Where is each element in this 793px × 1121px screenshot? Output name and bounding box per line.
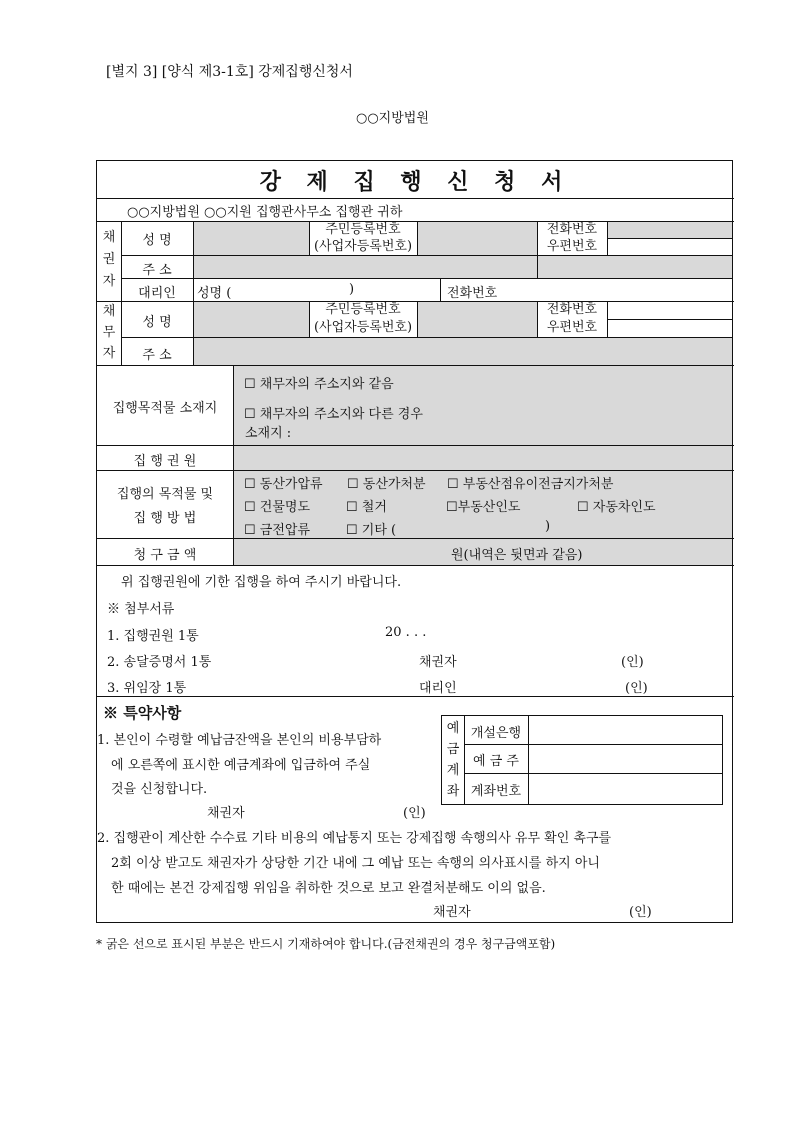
agent-name-label: 성명 ( bbox=[197, 286, 232, 301]
shade-creditor-address bbox=[193, 255, 732, 278]
agent-signature-label: 대리인 bbox=[419, 681, 457, 696]
form-number: [별지 3] [양식 제3-1호] 강제집행신청서 bbox=[106, 64, 353, 80]
option-vehicle-delivery[interactable]: ☐ 자동차인도 bbox=[577, 500, 656, 515]
agent-name-close: ) bbox=[349, 282, 355, 297]
request-text: 위 집행권원에 기한 집행을 하여 주시기 바랍니다. bbox=[121, 575, 402, 590]
clause1-line2: 에 오른쪽에 표시한 예금계좌에 입금하여 주실 bbox=[111, 758, 371, 773]
date-line: 20 . . . bbox=[385, 625, 427, 640]
title-of-execution-label: 집 행 권 원 bbox=[133, 454, 197, 469]
debtor-id-label-1: 주민등록번호 bbox=[325, 302, 401, 317]
debtor-phone-label: 전화번호 bbox=[546, 302, 598, 317]
creditor-id-label-2: (사업자등록번호) bbox=[313, 239, 413, 254]
shade-creditor-phone bbox=[607, 221, 732, 238]
debtor-postal-label: 우편번호 bbox=[546, 320, 598, 335]
special-terms-heading: ※ 특약사항 bbox=[103, 704, 182, 722]
creditor-name-label: 성 명 bbox=[142, 233, 172, 248]
form-title: 강 제 집 행 신 청 서 bbox=[259, 169, 572, 195]
bank-account-box bbox=[441, 715, 723, 805]
creditor-phone-label: 전화번호 bbox=[546, 222, 598, 237]
account-number-label: 계좌번호 bbox=[470, 784, 522, 799]
option-movable-provisional-attachment[interactable]: ☐ 동산가압류 bbox=[244, 477, 323, 492]
clause2-line1: 2. 집행관이 계산한 수수료 기타 비용의 예납통지 또는 강제집행 속행의사 유무 확인 촉구를 bbox=[97, 831, 612, 846]
location-label: 집행목적물 소재지 bbox=[112, 401, 218, 416]
shade-debtor-name bbox=[193, 301, 309, 337]
debtor-side-label: 채 무 자 bbox=[102, 304, 116, 361]
clause2-line3: 한 때에는 본건 강제집행 위임을 취하한 것으로 보고 완결처분해도 이의 없음. bbox=[111, 881, 546, 896]
clause2-seal: (인) bbox=[629, 905, 652, 920]
account-bank-label: 개설은행 bbox=[470, 726, 522, 741]
option-monetary-attachment[interactable]: ☐ 금전압류 bbox=[244, 523, 311, 538]
debtor-address-label: 주 소 bbox=[142, 348, 172, 363]
location-same-checkbox[interactable]: ☐ 채무자의 주소지와 같음 bbox=[244, 377, 394, 392]
location-address-label: 소재지 : bbox=[245, 426, 292, 441]
option-building-eviction[interactable]: ☐ 건물명도 bbox=[244, 500, 311, 515]
option-other[interactable]: ☐ 기타 ( bbox=[346, 523, 397, 538]
clause1-creditor-label: 채권자 bbox=[207, 806, 245, 821]
shade-creditor-id bbox=[417, 221, 537, 255]
creditor-postal-label: 우편번호 bbox=[546, 239, 598, 254]
creditor-side-label: 채 권 자 bbox=[102, 230, 116, 289]
court-name: ○○지방법원 bbox=[356, 111, 429, 126]
clause1-line3: 것을 신청합니다. bbox=[111, 782, 208, 797]
agent-phone-label: 전화번호 bbox=[447, 286, 498, 301]
addressee-line: ○○지방법원 ○○지원 집행관사무소 집행관 귀하 bbox=[127, 205, 403, 220]
creditor-address-label: 주 소 bbox=[142, 263, 172, 278]
debtor-id-label-2: (사업자등록번호) bbox=[313, 320, 413, 335]
agent-seal: (인) bbox=[625, 681, 648, 696]
attachment-1: 1. 집행권원 1통 bbox=[107, 629, 199, 644]
creditor-seal: (인) bbox=[621, 655, 644, 670]
method-label-line2: 집 행 방 법 bbox=[133, 511, 197, 526]
claim-amount-value: 원(내역은 뒷면과 같음) bbox=[451, 548, 583, 563]
option-demolition[interactable]: ☐ 철거 bbox=[346, 500, 387, 515]
agent-label: 대리인 bbox=[138, 286, 176, 301]
option-real-estate-injunction[interactable]: ☐ 부동산점유이전금지가처분 bbox=[447, 477, 614, 492]
attachments-heading: ※ 첨부서류 bbox=[107, 602, 175, 617]
attachment-3: 3. 위임장 1통 bbox=[107, 681, 187, 696]
shade-debtor-id bbox=[417, 301, 537, 337]
enforcement-application-form bbox=[96, 160, 733, 923]
clause1-seal: (인) bbox=[403, 806, 426, 821]
claim-amount-label: 청 구 금 액 bbox=[133, 548, 197, 563]
footnote: * 굵은 선으로 표시된 부분은 반드시 기재하여야 합니다.(금전채권의 경우 청구금액포함) bbox=[96, 937, 556, 951]
clause2-creditor-label: 채권자 bbox=[433, 905, 471, 920]
clause2-line2: 2회 이상 받고도 채권자가 상당한 기간 내에 그 예납 또는 속행의 의사표시를 하지 아니 bbox=[111, 856, 600, 871]
location-diff-checkbox[interactable]: ☐ 채무자의 주소지와 다른 경우 bbox=[244, 407, 423, 422]
shade-creditor-name bbox=[193, 221, 309, 255]
option-movable-injunction[interactable]: ☐ 동산가처분 bbox=[347, 477, 426, 492]
method-label-line1: 집행의 목적물 및 bbox=[116, 487, 214, 502]
attachment-2: 2. 송달증명서 1통 bbox=[107, 655, 212, 670]
option-real-estate-delivery[interactable]: ☐부동산인도 bbox=[446, 500, 521, 515]
option-other-close: ) bbox=[545, 519, 551, 534]
shade-title-of-execution bbox=[233, 445, 732, 470]
creditor-id-label-1: 주민등록번호 bbox=[325, 222, 401, 237]
account-holder-label: 예 금 주 bbox=[473, 754, 519, 769]
debtor-name-label: 성 명 bbox=[142, 315, 172, 330]
shade-debtor-address bbox=[193, 337, 732, 365]
creditor-signature-label: 채권자 bbox=[419, 655, 457, 670]
account-side-label: 예 금 계 좌 bbox=[446, 721, 460, 799]
clause1-line1: 1. 본인이 수령할 예납금잔액을 본인의 비용부담하 bbox=[97, 733, 382, 748]
